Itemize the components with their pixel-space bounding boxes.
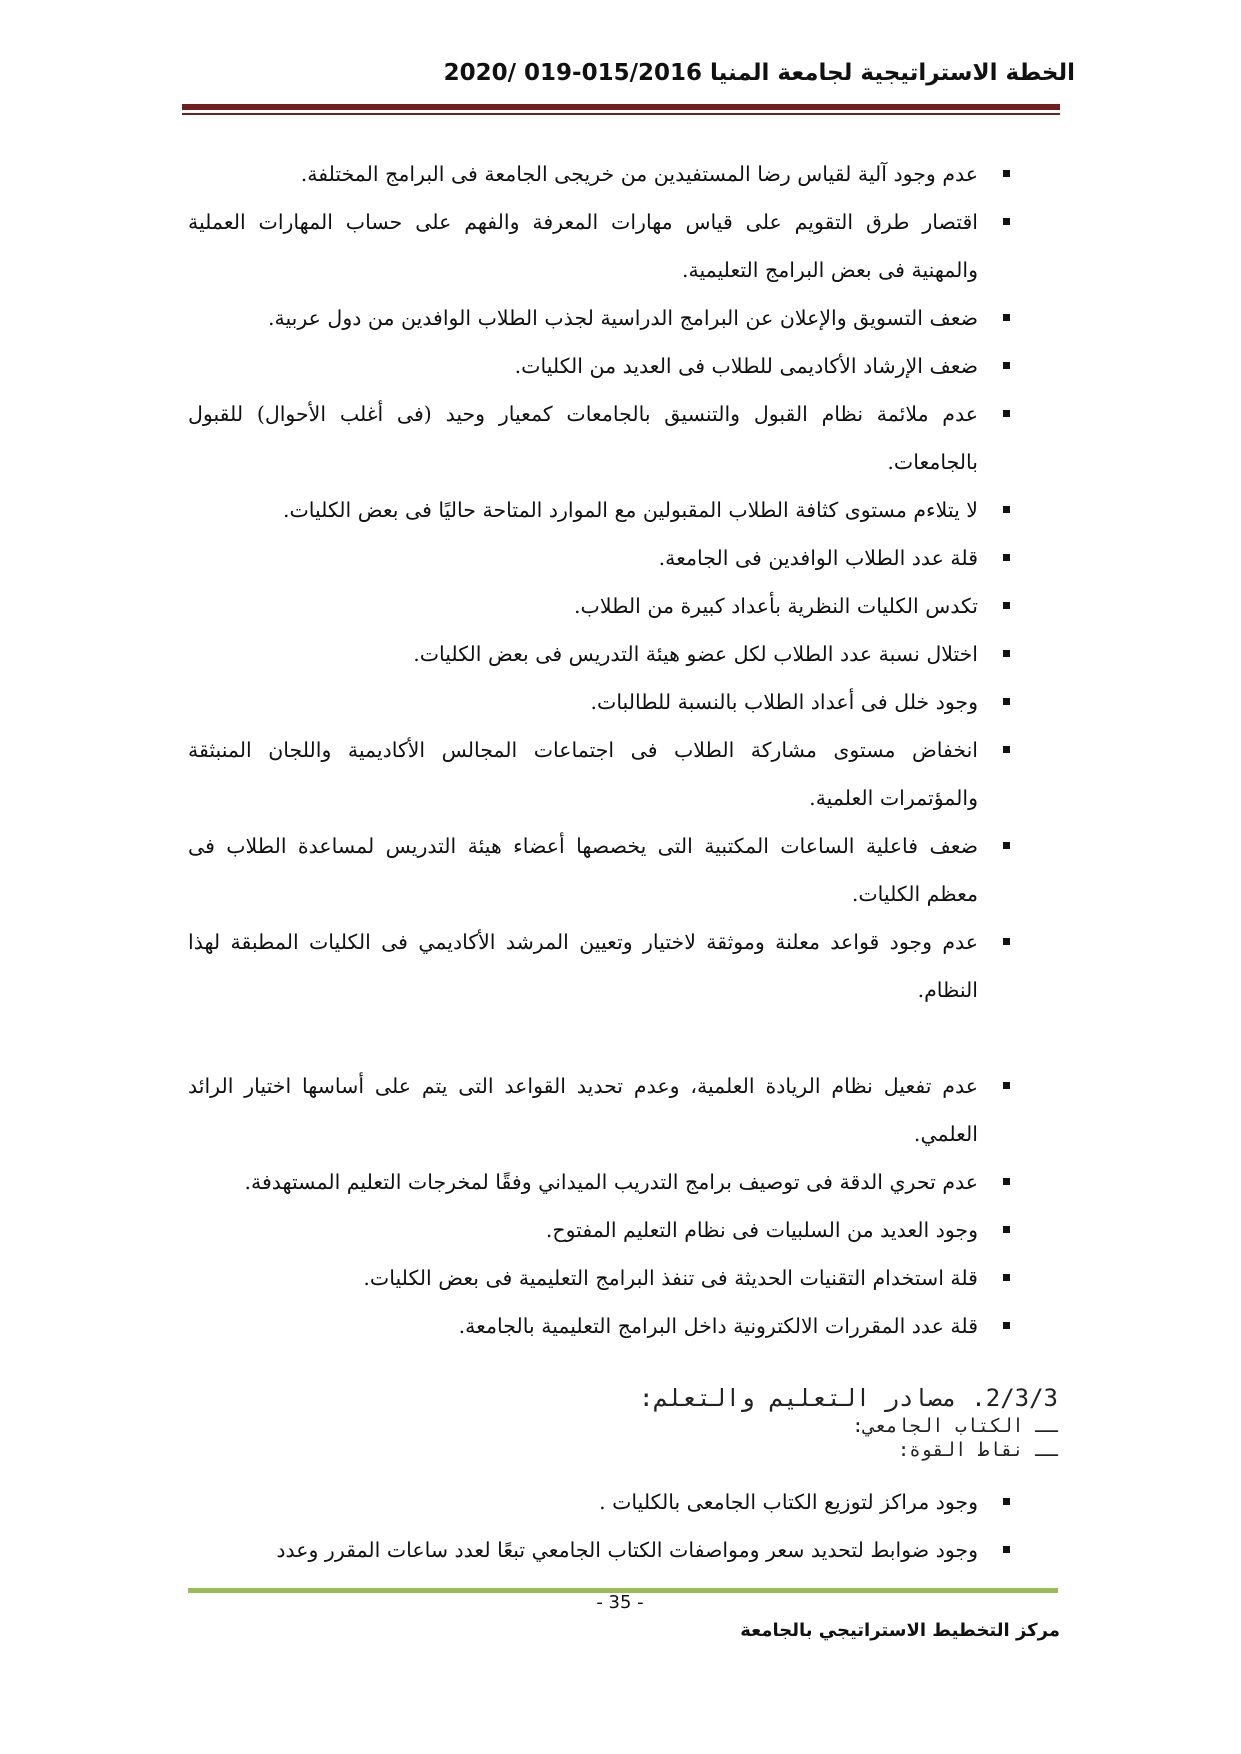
list-item: ضعف فاعلية الساعات المكتبية التى يخصصها أعضاء هيئة التدريس لمساعدة الطلاب فى معظم الكليات.	[188, 822, 1018, 918]
footer-center-name: مركز التخطيط الاستراتيجي بالجامعة	[740, 1620, 1060, 1641]
page-number: - 35 -	[596, 1592, 644, 1613]
list-item: تكدس الكليات النظرية بأعداد كبيرة من الطلاب.	[188, 582, 1018, 630]
list-item: اقتصار طرق التقويم على قياس مهارات المعرفة والفهم على حساب المهارات العملية والمهنية فى بعض البرامج التعليمية.	[188, 198, 1018, 294]
list-item: عدم ملائمة نظام القبول والتنسيق بالجامعات كمعيار وحيد (فى أغلب الأحوال) للقبول بالجامعات.	[188, 390, 1018, 486]
list-item: وجود مراكز لتوزيع الكتاب الجامعى بالكليات .	[188, 1478, 1018, 1526]
list-item: ضعف الإرشاد الأكاديمى للطلاب فى العديد من الكليات.	[188, 342, 1018, 390]
list-item: وجود خلل فى أعداد الطلاب بالنسبة للطالبات.	[188, 678, 1018, 726]
list-item: عدم تحري الدقة فى توصيف برامج التدريب الميداني وفقًا لمخرجات التعليم المستهدفة.	[188, 1158, 1018, 1206]
header-rule-thin	[182, 113, 1060, 115]
list-item: قلة عدد المقررات الالكترونية داخل البرامج التعليمية بالجامعة.	[188, 1302, 1018, 1350]
list-item: اختلال نسبة عدد الطلاب لكل عضو هيئة التدريس فى بعض الكليات.	[188, 630, 1018, 678]
weakness-bullet-list	[188, 150, 1018, 1350]
list-item: وجود ضوابط لتحديد سعر ومواصفات الكتاب الجامعي تبعًا لعدد ساعات المقرر وعدد	[188, 1526, 1018, 1574]
list-item: قلة استخدام التقنيات الحديثة فى تنفذ البرامج التعليمية فى بعض الكليات.	[188, 1254, 1018, 1302]
list-item: عدم تفعيل نظام الريادة العلمية، وعدم تحديد القواعد التى يتم على أساسها اختيار الرائد العلمي.	[188, 1062, 1018, 1158]
header-rule-thick	[182, 104, 1060, 110]
subheading-university-book: ــ الكتاب الجامعي:	[852, 1415, 1058, 1437]
list-item: وجود العديد من السلبيات فى نظام التعليم المفتوح.	[188, 1206, 1018, 1254]
list-item: عدم وجود قواعد معلنة وموثقة لاختيار وتعيين المرشد الأكاديمي فى الكليات المطبقة لهذا النظام.	[188, 918, 1018, 1014]
strength-bullet-list	[188, 1478, 1018, 1574]
list-item: عدم وجود آلية لقياس رضا المستفيدين من خريجى الجامعة فى البرامج المختلفة.	[188, 150, 1018, 198]
list-item: قلة عدد الطلاب الوافدين فى الجامعة.	[188, 534, 1018, 582]
list-item: لا يتلاءم مستوى كثافة الطلاب المقبولين مع الموارد المتاحة حاليًا فى بعض الكليات.	[188, 486, 1018, 534]
subheading-strengths: ــ نقاط القوة:	[897, 1439, 1058, 1461]
list-item: انخفاض مستوى مشاركة الطلاب فى اجتماعات المجالس الأكاديمية واللجان المنبثقة والمؤتمرات العلمية.	[188, 726, 1018, 822]
paragraph-gap	[188, 1014, 1018, 1062]
section-heading: 2/3/3. مصادر التعليم والتعلم:	[638, 1384, 1058, 1412]
section-learning-resources	[188, 1382, 1058, 1462]
list-item: ضعف التسويق والإعلان عن البرامج الدراسية لجذب الطلاب الوافدين من دول عربية.	[188, 294, 1018, 342]
page-header-title: الخطة الاستراتيجية لجامعة المنيا 015/2016-019 /2020	[443, 60, 1075, 86]
